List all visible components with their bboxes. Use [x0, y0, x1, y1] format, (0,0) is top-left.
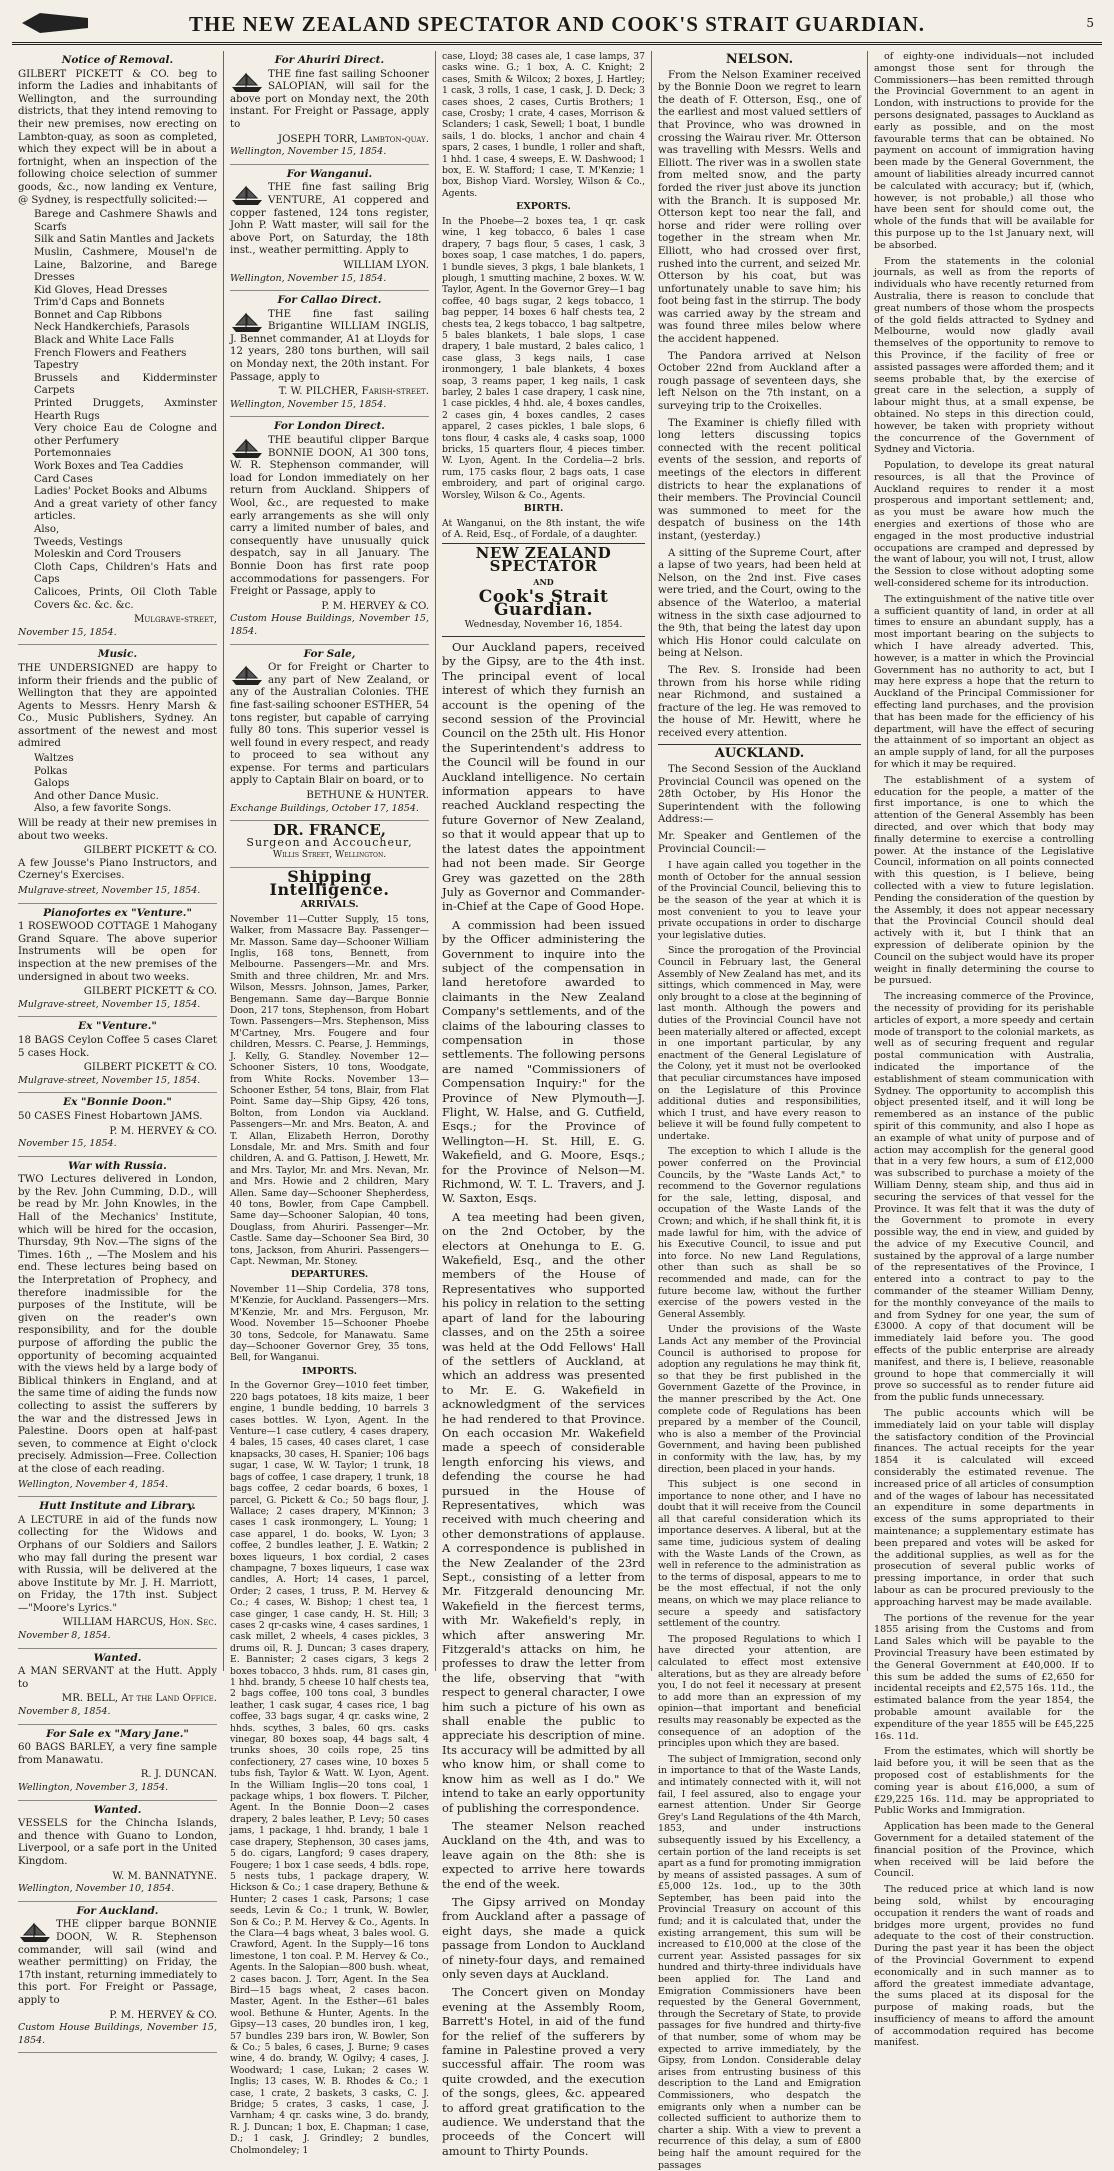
advert-date: Wellington, November 15, 1854. — [230, 146, 387, 158]
advert — [230, 645, 429, 822]
list-item: Brussels and Kidderminster Carpets — [34, 372, 217, 397]
advert — [18, 1157, 217, 1497]
advert-signature: JOSEPH TORR, Lambton-quay. — [278, 133, 429, 145]
advert-signature: Mulgrave-street, — [133, 614, 217, 626]
list-item: Portemonnaies — [34, 448, 112, 460]
column-1 — [12, 51, 224, 2046]
advert-signature: W. M. BANNATYNE. — [112, 1870, 217, 1882]
advert-signature: WILLIAM HARCUS, Hon. Sec. — [62, 1617, 217, 1629]
advert — [18, 1093, 217, 1156]
advert-heading: For Ahuriri Direct. — [274, 54, 385, 66]
list-item: French Flowers and Feathers — [34, 347, 187, 359]
advert-body: 50 CASES Finest Hobartown JAMS. — [18, 1110, 203, 1122]
column-2 — [224, 51, 436, 2156]
list-item: Work Boxes and Tea Caddies — [34, 461, 184, 472]
birth-notice: At Wanganui, on the 8th instant, the wife of A. Reid, Esq., of Fordale, of a daughter. — [442, 517, 645, 541]
address-paragraph: Population, to develope its great natural resources, is all that the Province of Auckland requires to render it a most prosperous and important settlement; and, as you must be aware how much the energies and exertions of those who are engaged in the most productive industrial occupations are cramped and depressed by the want of labour, you will not, I trust, allow the Session to close without adopting some well-considered scheme for its introduction. — [874, 460, 1094, 590]
address-paragraph: Since the prorogation of the Provincial Council in February last, the General Assembly of New Zealand has met, and its sittings, which commenced in May, were only brought to a close at the beginning of last month. Although the powers and duties of the Provincial Council have not been materially altered or affected, except in one important particular, by any enactment of the General Legislature of the Colony, yet it must not be overlooked that peculiar circumstances have imposed on the Legislature of this Province additional duties and responsibilities, which I trust, and have every reason to believe it will be found fully competent to undertake. — [658, 945, 861, 1142]
address-paragraph: This subject is one second in importance to none other, and I have no doubt that it will receive from the Council all that careful consideration which its importance deserves. A liberal, but at the same time, judicious system of dealing with the Waste Lands of the Crown, as well in reference to the administration as to the terms of disposal, appears to me to be the most effectual, if not the only means, on which we may place reliance to secure a speedy and satisfactory settlement of the country. — [658, 1479, 861, 1630]
address-paragraph: From the statements in the colonial journals, as well as from the reports of individuals who have recently returned from Australia, there is reason to conclude that great numbers of those whom the prospects of the gold fields attracted to Sydney and Melbourne, would now gladly avail themselves of the opportunity to remove to this Province, if the facility of free or assisted passages were afforded them; and it seems probable that, by the exercise of great care in the selection, a supply of labour might thus, at a small expense, be obtained. No steps in this direction could, however, be taken with propriety without the concurrence of the Government of Sydney and Victoria. — [874, 255, 1094, 456]
nelson-heading: NELSON. — [725, 52, 794, 67]
auckland-heading: AUCKLAND. — [714, 746, 805, 762]
list-item: Cloth Caps, Children's Hats and Caps — [34, 561, 217, 586]
address-salutation: Mr. Speaker and Gentlemen of the Provincial Council:— — [658, 831, 861, 855]
address-paragraph: The reduced price at which land is now being sold, whilst by encouraging occupation it renders the want of roads and bridges more urgent, provides no fund adequate to the cost of their construction. During the past year it has been the object of the Provincial Government to expend economically and in such manner as to afford the greatest immediate advantage, the sums placed at its disposal for the purpose of making roads, but the insufficiency of means to afford the amount of accommodation required has become manifest. — [874, 1884, 1094, 2049]
list-item: Black and White Lace Falls — [34, 335, 174, 347]
column-5 — [868, 51, 1100, 2049]
advert-item-list — [34, 209, 217, 612]
advert-item-list — [34, 753, 217, 816]
advert-signature: BETHUNE & HUNTER. — [306, 790, 429, 802]
advert-signature: P. M. HERVEY & CO. — [321, 600, 429, 612]
ship-icon — [230, 437, 264, 459]
advert-date: Wellington, November 15, 1854. — [230, 398, 387, 410]
list-item: And other Dance Music. — [34, 790, 159, 802]
editorial-paragraph: The steamer Nelson reached Auckland on the 4th, and was to leave again on the 8th: she is expected to arrive here towards the end of the week. — [442, 1818, 645, 1891]
address-paragraph: I have again called you together in the month of October for the annual session of the Provincial Council, believing this to be the season of the year at which it is most convenient to you to leave your private occupations in order to discharge your legislative duties. — [658, 860, 861, 941]
advert-heading: War with Russia. — [68, 1159, 167, 1172]
advert-body: THE UNDERSIGNED are happy to inform their friends and the public of Wellington that they are appointed Agents to Messrs. Henry Marsh & Co., Music Publishers, Sydney. An assortment of the newest and most admired — [18, 662, 217, 750]
masthead-title: THE NEW ZEALAND SPECTATOR AND COOK'S STRAIT GUARDIAN. — [188, 11, 926, 36]
advert-date: November 15, 1854. — [18, 626, 117, 638]
advert-date: Exchange Buildings, October 17, 1854. — [230, 802, 419, 814]
advert-body: VESSELS for the Chincha Islands, and thence with Guano to London, Liverpool, or a safe port in the United Kingdom. — [18, 1818, 217, 1867]
paper-title-and: AND — [533, 576, 554, 587]
advert-heading: Pianofortes ex "Venture." — [43, 906, 192, 919]
list-item: Printed Druggets, Axminster Hearth Rugs — [34, 398, 217, 422]
imports-continued: case, Lloyd; 38 cases ale, 1 case lamps, 37 casks wine. G.; 1 box, A. C. Knight; 2 cases, Smith & Wilcox; 2 boxes, J. Hartley; 1 cask, 3 rolls, 1 case, 1 cask, J. D. Deck; 3 cases shoes, 2 cases, Curtis Brothers; 1 case, Crosby; 1 crate, 4 cases, Morrison & Sclanders; 1 cask, Sewell; 1 boat, 1 bundle sails, 1 do. blocks, 1 anchor and chain 4 spars, 2 cases, 1 bundle, 1 roller and shaft, 1 hhd. 1 case, 4 sweeps, E. W. Dashwood; 1 box, E. W. Stafford; 1 case, T. M'Kenzie; 1 box, Bishop Viard. Worsley, Wilson & Co., Agents. — [442, 51, 645, 199]
advert-date: Mulgrave-street, November 15, 1854. — [18, 885, 201, 896]
address-paragraph: The exception to which I allude is the power conferred on the Provincial Councils, by the "Waste Lands Act," to recommend to the Governor regulations for the sale, letting, disposal, and occupation of the Waste Lands of the Crown; and which, if he shall think fit, it is made lawful for him, with the advice of his Executive Council, to issue and put into force. No new Land Regulations, other than such as shall be so recommended and made, can for the future become law, without the further exercise of the powers vested in the General Assembly. — [658, 1146, 861, 1320]
list-item: Tapestry — [34, 360, 79, 372]
advert — [18, 1725, 217, 1801]
advert — [18, 1801, 217, 1902]
advert-body: A LECTURE in aid of the funds now collecting for the Widows and Orphans of our Soldiers and Sailors who may fall during the present war with Russia, will be delivered at the above Institute by Mr. J. H. Marriott, on Friday, the 17th inst. Subject—"Moore's Lyrics." — [18, 1514, 217, 1614]
list-item: Galops — [34, 778, 70, 790]
masthead — [12, 6, 1102, 45]
departures-heading: DEPARTURES. — [290, 1269, 369, 1281]
address-paragraph: The public accounts which will be immediately laid on your table will display the satisfactory condition of the Provincial finances. The actual receipts for the year 1854 it is calculated will exceed considerably the estimated revenue. The increased price of all articles of consumption and of the wages of labour has necessitated an expenditure in some departments in excess of the sums appropriated to their maintenance; a supplementary estimate has been prepared and votes will be asked for the additional supplies, as well as for the prosecution of several public works of pressing importance, in order that such labour as can be procured previously to the approaching harvest may be made available. — [874, 1408, 1094, 1608]
list-item: Also, — [34, 523, 60, 535]
advert-date: Mulgrave-street, November 15, 1854. — [18, 998, 201, 1010]
advert-heading: For London Direct. — [274, 420, 385, 433]
advert-signature: MR. BELL, At the Land Office. — [61, 1693, 217, 1705]
nelson-paragraph: The Examiner is chiefly filled with long letters discussing topics connected with the recent political events of the session, and reports of meetings of the electors in different districts to hear the explanations of their members. The Provincial Council was summoned to meet for the despatch of business on the 14th instant, (yesterday.) — [658, 417, 861, 542]
advert-signature: GILBERT PICKETT & CO. — [83, 986, 217, 998]
advert — [18, 1017, 217, 1093]
address-paragraph: The portions of the revenue for the year 1855 arising from the Customs and from Land Sales which will be payable to the Provincial Treasury have been estimated by the General Government at £40,000. If to this sum be added the sums of £2,650 for incidental receipts and £2,575 16s. 11d., the estimated balance from the year 1854, the probable amount available for the expenditure of the year 1855 will be £45,225 16s. 11d. — [874, 1612, 1094, 1742]
list-item: Moleskin and Cord Trousers — [34, 549, 181, 561]
advert-extra2: A few Jousse's Piano Instructors, and Czerney's Exercises. — [18, 857, 217, 882]
ship-icon — [18, 1921, 52, 1943]
list-item: Very choice Eau de Cologne and other Perfumery — [34, 423, 217, 447]
list-item: Polkas — [34, 765, 68, 777]
advert-body: THE clipper barque BONNIE DOON, W. R. Stephenson commander, will sail (wind and weather permitting) on Friday, the 17th instant, returning immediately to this port. For Freight or Passage, apply to — [18, 1919, 217, 2006]
advert-date: Wellington, November 3, 1854. — [18, 1782, 169, 1793]
ship-icon — [230, 311, 264, 333]
advert-body: THE fine fast sailing Schooner SALOPIAN, will sail for the above port on Monday next, the 20th instant. For Freight or Passage, apply to — [230, 68, 429, 130]
nelson-paragraph: From the Nelson Examiner received by the Bonnie Doon we regret to learn the death of F. Otterson, Esq., one of the earliest and most valued settlers of that Province, who was drowned in crossing the Wairau river. Mr. Otterson was travelling with Messrs. Wells and Elliott. The river was in a swollen state from melted snow, and the party forded the river just above its junction with the Branch. It is supposed Mr. Otterson kept too near the fall, and horse and rider were rolling over together in the stream when Mr. Elliott, who had crossed over first, rushed into the current, and seized Mr. Otterson by his coat, but was unfortunately unable to save him; his foot being fast in the stirrup. The body was carried away by the stream and was found three miles below where the accident happened. — [658, 69, 861, 346]
advert — [18, 51, 217, 645]
advert-heading: Ex "Bonnie Doon." — [63, 1096, 172, 1109]
exports-heading: EXPORTS. — [516, 201, 571, 213]
address-paragraph: Under the provisions of the Waste Lands Act any member of the Provincial Council is authorised to propose for adoption any regulations he may think fit, so that they be first published in the Government Gazette of the Province, in the manner prescribed by the Act. One complete code of Regulations has been prepared by a member of the Council, who is also a member of the Provincial Government, and having been published in conformity with the law, has, by my direction, been placed in your hands. — [658, 1324, 861, 1475]
address-paragraph: The increasing commerce of the Province, the necessity of providing for its perishable articles of export, a more speedy and certain mode of transport to the colonial markets, as well as of securing frequent and regular postal communication with Australia, indicated the importance of the establishment of steam communication with Sydney. The opportunity to accomplish this object presented itself, and it will long be remembered as an instance of the public spirit of this community, and also I hope as an example of what unity of purpose and of action may accomplish for the general good that in a very few hours, a sum of £12,000 was subscribed to purchase a moiety of the William Denny, steam ship, and thus aid in securing the services of that vessel for the Province. It was felt that it was the duty of the Government to promote in every possible way, the end in view, and guided by the advice of my Executive Council, and sustained by the approval of a large number of the representatives of the Province, I entered into a contract to pay to the commander of the steamer William Denny, for the monthly conveyance of the mails to and from Sydney for one year, the sum of £3000. A copy of that document will be immediately laid before you. The good effects of the public enterprise are already manifest, and there is, I believe, reasonable ground to hope that commercially it will prove so successful as to render future aid from the public funds unnecessary. — [874, 991, 1094, 1404]
advert-date: Mulgrave-street, November 15, 1854. — [18, 1074, 201, 1086]
column-3 — [436, 51, 652, 2158]
advert-heading: Notice of Removal. — [61, 54, 174, 66]
advert-signature: GILBERT PICKETT & CO. — [83, 1062, 217, 1074]
address-paragraph: From the estimates, which will shortly be laid before you, it will be seen that as the proposed cost of establishments for the coming year is about £16,000, a sum of £29,225 16s. 11d. may be appropriated to Public Works and Immigration. — [874, 1746, 1094, 1817]
advert-heading: For Wanganui. — [286, 167, 373, 180]
list-item: Tweeds, Vestings — [34, 536, 123, 548]
advert-heading: Hutt Institute and Library. — [39, 1500, 196, 1513]
advert-body: A MAN SERVANT at the Hutt. Apply to — [18, 1666, 217, 1690]
paper-dateline: Wednesday, November 16, 1854. — [464, 619, 623, 631]
advert-signature: WILLIAM LYON. — [343, 259, 429, 271]
page-number: 5 — [1086, 16, 1094, 30]
imports-heading: IMPORTS. — [301, 1365, 357, 1377]
advert — [18, 1497, 217, 1649]
arrivals-list: November 11—Cutter Supply, 15 tons, Walker, from Massacre Bay. Passenger—Mr. Masson. Same day—Schooner William Inglis, 168 tons, Bennett, from Melbourne. Passengers—Mr. and Mrs. Smith and three children, Mr. and Mrs. Wilson, Messrs. Johnson, James, Parker, Bengemann. Same day—Barque Bonnie Doon, 217 tons, Stephenson, from Hobart Town. Passengers—Mrs. Stephenson, Miss M'Cartney, Mrs. Fougere and four children, Messrs. C. Pearse, J. Hemmings, J. Kelly, G. Standley. November 12—Schooner Sisters, 10 tons, Woodgate, from White Rocks. November 13—Schooner Esther, 54 tons, Blair, from Flat Point. Same day—Ship Gipsy, 426 tons, Bolton, from London via Auckland. Passengers—Mr. and Mrs. Beaton, A. and T. Allan, Elizabeth Herron, Dorothy Lonsdale, Mr. and Mrs. Smith and four children, A. and G. Pattison, J. Hewett, Mr. and Mrs. Taylor, Mr. and Mrs. Nevan, Mr. and Mrs. Howie and 2 children, Mary Allen. Same day—Schooner Shepherdess, 40 tons, Bowler, from Cape Campbell. Same day—Schooner Salopian, 40 tons, Douglass, from Ahuriri. Passenger—Mr. Castle. Same day—Schooner Sea Bird, 30 tons, Jackson, from Ahuriri. Passengers—Capt. Newman, Mr. Stoney. — [230, 913, 429, 1267]
advert-heading: Wanted. — [93, 1651, 142, 1664]
birth-heading: BIRTH. — [523, 503, 564, 515]
advert — [18, 1649, 217, 1725]
advert-body: GILBERT PICKETT & CO. beg to inform the Ladies and inhabitants of Wellington, and the surrounding districts, that they intend removing to their new premises, now erecting on Lambton-quay, as soon as completed, which they expect will be in about a fortnight, when an inspection of the following choice selection of summer goods, &c., now landing ex Venture, @ Sydney, is respectfully solicited:— — [18, 68, 217, 206]
nelson-paragraph: A sitting of the Supreme Court, after a lapse of two years, had been held at Nelson, on the 2nd inst. Five cases were tried, and the Court, owing to the absence of the Waterloo, a material witness in the sixth case adjourned to the 9th, that being the latest day upon which His Honor could calculate on being at Nelson. — [658, 547, 861, 660]
address-paragraph: The extinguishment of the native title over a sufficient quantity of land, in order at all times to ensure an abundant supply, has a most important bearing on the subjects to which I have already adverted. This, however, is a matter in which the Provincial Government has no authority to act, but I may here express a hope that the return to Auckland of the Principal Commissioner for effecting land purchases, and the provision that has been made for the efficiency of his department, will have the effect of securing the attainment of so important an object as an ample supply of land, for all the purposes for which it may be required. — [874, 593, 1094, 771]
advert-date: November 8, 1854. — [18, 1630, 111, 1642]
advert — [18, 645, 217, 903]
advert-date: Custom House Buildings, November 15, 1854. — [18, 2022, 217, 2046]
advert-date: Custom House Buildings, November 15, 1854. — [230, 613, 429, 637]
paper-title-line1: NEW ZEALAND SPECTATOR — [475, 544, 612, 576]
advert-signature: P. M. HERVEY & CO. — [109, 2009, 217, 2021]
advert — [18, 904, 217, 1018]
advert-date: Wellington, November 10, 1854. — [18, 1883, 175, 1895]
list-item: And a great variety of other fancy articles. — [34, 498, 217, 523]
ship-icon — [230, 184, 264, 206]
list-item: Ladies' Pocket Books and Albums — [34, 486, 208, 498]
auckland-intro: The Second Session of the Auckland Provincial Council was opened on the 28th October, by His Honor the Superintendent with the following Address:— — [658, 764, 861, 826]
advert-heading: Music. — [97, 648, 138, 661]
advert-extra: Will be ready at their new premises in about two weeks. — [18, 818, 217, 842]
advert — [18, 1902, 217, 2054]
editorial-paragraph: The Concert given on Monday evening at the Assembly Room, Barrett's Hotel, in aid of the fund for the relief of the sufferers by famine in Palestine proved a very successful affair. The room was quite crowded, and the execution of the songs, glees, &c. appeared to afford great gratification to the audience. We understand that the proceeds of the Concert will amount to Thirty Pounds. — [442, 1985, 645, 2158]
address-paragraph: Application has been made to the General Government for a detailed statement of the financial position of the Province, which when received will be laid before the Council. — [874, 1821, 1094, 1880]
advert-dr-france — [230, 821, 429, 868]
nelson-paragraph: The Rev. S. Ironside had been thrown from his horse while riding near Richmond, and sustained a fracture of the leg. He was removed to the house of Mr. Hewitt, where he received every attention. — [658, 664, 861, 739]
editorial-paragraph: A tea meeting had been given, on the 2nd October, by the electors at Onehunga to E. G. Wakefield, Esq., and the other members of the House of Representatives who supported his policy in relation to the setting apart of land for the labouring classes, and on the 25th a soiree was held at the Odd Fellows' Hall of the settlers of Auckland, at which an address was presented to Mr. E. G. Wakefield in acknowledgment of the services he had rendered to that Province. On each occasion Mr. Wakefield made a speech of considerable length enforcing his views, and defending the course he had pursued in the House of Representatives, which was received with much cheering and other demonstrations of applause. A correspondence is published in the New Zealander of the 23rd Sept., consisting of a letter from Mr. Fitzgerald denouncing Mr. Wakefield in the fiercest terms, with Mr. Wakefield's reply, in which after answering Mr. Fitzgerald's attacks on him, he professes to draw the letter from the life, observing that "with respect to general character, I owe him such a picture of his own as shall enable the public to appreciate his description of mine. Its accuracy will be admitted by all who know him, or shall come to know him as well as I do." We intend to take an early opportunity of publishing the correspondence. — [442, 1209, 645, 1815]
advert-signature: P. M. HERVEY & CO. — [109, 1125, 217, 1137]
advert — [230, 51, 429, 165]
advert-body: Or for Freight or Charter to any part of New Zealand, or any of the Australian Colonies. THE fine fast-sailing schooner ESTHER, 54 tons register, but capable of carrying fully 80 tons. This superior vessel is well found in every respect, and ready to proceed to sea without any expense. For terms and particulars apply to Captain Blair on board, or to — [230, 662, 429, 787]
list-item: Card Cases — [34, 473, 93, 485]
list-item: Kid Gloves, Head Dresses — [34, 284, 168, 296]
shipping-intelligence-title: Shipping Intelligence. — [269, 867, 390, 899]
list-item: Trim'd Caps and Bonnets — [34, 297, 165, 309]
advert-body: THE fine fast sailing Brig VENTURE, A1 coppered and copper fastened, 124 tons register, John P. Watt master, will sail for the above Port, on Saturday, the 18th inst., weather permitting. Apply to — [230, 182, 429, 257]
advert — [230, 165, 429, 291]
ship-icon — [230, 664, 264, 686]
advert-date: Wellington, November 15, 1854. — [230, 272, 387, 284]
editorial-paragraph: Our Auckland papers, received by the Gipsy, are to the 4th inst. The principal event of local interest of which they furnish an account is the opening of the second session of the Provincial Council on the 25th ult. His Honor the Superintendent's address to the Council will be found in our Auckland intelligence. No certain information appears to have reached Auckland respecting the future Governor of New Zealand, so that it would appear that up to the latest dates the appointment had not been made. Sir George Grey was gazetted on the 28th July as Governor and Commander-in-Chief at the Cape of Good Hope. — [442, 640, 645, 914]
editorial-paragraph: A commission had been issued by the Officer administering the Government to inquire into the subject of the compensation in land heretofore awarded to claimants in the New Zealand Company's settlements, and of the claims of the labouring classes to compensation in those settlements. The following persons are named "Commissioners of Compensation Inquiry:" for the Province of New Plymouth—J. Flight, W. Halse, and G. Cutfield, Esqs.; for the Province of Wellington—H. St. Hill, E. G. Wakefield, and G. Moore, Esqs.; for the Province of Nelson—M. Richmond, W. T. L. Travers, and J. W. Saxton, Esqs. — [442, 917, 645, 1206]
dr-france-name: DR. FRANCE, — [273, 821, 386, 840]
address-paragraph: The proposed Regulations to which I have directed your attention, are calculated to effect most extensive alterations, but as they are already before you, I do not feel it necessary at present to add more than an expression of my opinion—that important and beneficial results may reasonably be expected as the consequence of an adoption of the principles upon which they are based. — [658, 1633, 861, 1750]
paper-title-line2: Cook's Strait Guardian. — [478, 587, 609, 620]
nelson-paragraph: The Pandora arrived at Nelson October 22nd from Auckland after a rough passage of seventeen days, she left Nelson on the 7th instant, on a surveying trip to the Croixelles. — [658, 350, 861, 413]
arrivals-heading: ARRIVALS. — [300, 899, 359, 911]
advert-body: THE beautiful clipper Barque BONNIE DOON, A1 300 tons, W. R. Stephenson commander, will load for London immediately on her return from Auckland. Shippers of Wool, &c., are requested to make early arrangements as she will only carry a limited number of bales, and consequently have unusually quick despatch, say in all January. The Bonnie Doon has first rate poop accommodations for passengers. For Freight or Passage, apply to — [230, 435, 429, 598]
ship-icon — [230, 71, 264, 93]
address-paragraph: of eighty-one individuals—not included amongst those sent for through the Commissioners—has been remitted through the Provincial Government to an agent in London, with instructions to provide for the persons designated, passages to Auckland as early as possible, and on the most favourable terms that can be obtained. No payment on account of immigration having been made by the General Government, the amount of liabilities already incurred cannot be calculated with accuracy; but if, (which, however, is not probable,) all those who have been sent for should come out, the whole of the funds that will be available for this purpose up to the 1st January next, will be absorbed. — [874, 51, 1094, 251]
advert-heading: For Sale ex "Mary Jane." — [46, 1727, 189, 1740]
editorial-paragraph: The Gipsy arrived on Monday from Auckland after a passage of eight days, she made a quick passage from London to Auckland of ninety-four days, and remained only seven days at Auckland. — [442, 1894, 645, 1981]
advert — [230, 291, 429, 417]
list-item: Waltzes — [34, 753, 74, 765]
advert-date: November 8, 1854. — [18, 1706, 111, 1718]
advert — [230, 417, 429, 644]
advert-body: 18 BAGS Ceylon Coffee 5 cases Claret 5 cases Hock. — [18, 1034, 217, 1059]
advert-signature: T. W. PILCHER, Farish-street. — [278, 386, 429, 398]
imports-list: In the Governor Grey—1010 feet timber, 220 bags potatoes, 18 kits maize, 1 beer engine, 1 bundle bedding, 10 barrels 3 cases bottles. W. Lyon, Agent. In the Venture—1 case cutlery, 4 cases drapery, 4 bales, 15 cases, 40 cases claret, 1 case knapsacks, 30 cases, H. Spanier; 106 bags sugar, 1 case, W. W. Taylor; 1 trunk, 18 bags of coffee, 1 case drapery, 1 trunk, 18 bags coffee, 2 cedar boards, 6 boxes, 1 parcel, G. Pickett & Co.; 50 bags flour, J. Wallace; 2 cases drapery, M'Kinnon; 3 cases 1 cask ironmongery, L. Young; 1 case apparel, 1 do. books, W. Lyon; 3 coffee, 2 bundles leather, J. E. Watkin; 2 boxes liqueurs, 1 box cordial, 2 cases champagne, 7 boxes liqueurs, 1 case wax candles, A. Hort; 14 cases, 1 parcel, Order; 2 cases, 1 truss, P. M. Hervey & Co.; 4 cases, W. Bishop; 1 chest tea, 1 case ginger, 1 case candy, H. St. Hill; 3 cases 2 qr-casks wine, 4 cases sardines, 1 cask millet, 2 wheels, 4 cases pickles, 3 drums oil, R. J. Duncan; 3 cases drapery, E. Bannister; 2 cases cigars, 3 kegs 2 boxes tobacco, 3 hhds. rum, 81 cases gin, 1 hhd. brandy, 5 cheese 10 half chests tea, 2 bags coffee, 100 tons coal, 3 bundles leather, 1 cask sugar, 4 cases rice, 1 bag coffee, 33 bags sugar, 4 qr. casks wine, 2 hhds. scythes, 3 bales, 60 qrs. casks vinegar, 80 boxes soap, 44 bags salt, 4 trunks shoes, 30 coils rope, 25 tins confectionery, 27 cases wine, 10 boxes 5 tubs fish, Taylor & Watt. W. Lyon, Agent. In the William Inglis—20 tons coal, 1 package whips, 1 box flowers. T. Pilcher, Agent. In the Bonnie Doon—2 cases drapery, 2 bales leather, P. Levy; 50 cases jams, 1 package, 1 hhd. brandy, 1 bale 1 case drapery, Stephenson, 30 cases jams, 5 do. cigars, Langford; 9 cases drapery, Fougere; 1 box 1 case seeds, 4 bdls. rope, 5 nests tubs, 1 package drapery, W. Hickson & Co.; 1 case drapery, Bethune & Hunter; 2 cases 1 cask, Parsons; 1 case seeds, Levin & Co.; 1 trunk, W. Bowler, Son & Co.; P. M. Hervey & Co., Agents. In the Clara—4 bags wheat, 3 bales wool. G. Crawford, Agent. In the Supply—16 tons limestone, 1 ton coal. P. M. Hervey & Co., Agents. In the Salopian—800 bush. wheat, 2 cases bacon. J. Torr, Agent. In the Sea Bird—15 bags wheat, 2 cases bacon. Master, Agent. In the Esther—61 bales wool. Bethune & Hunter, Agents. In the Gipsy—13 cases, 20 bundles iron, 1 keg, 57 bundles 239 bars iron, W. Bowler, Son & Co.; 5 bales, 6 cases, J. Burne; 9 cases wine, 4 do. brandy, W. Ogilvy; 4 cases, J. Woodward; 1 case, Lukan; 2 cases W. Inglis; 13 cases, W. B. Rhodes & Co.; 1 case, 1 crate, 2 baskets, 3 casks, C. J. Bridge; 5 crates, 3 casks, 1 case, J. Varnham; 4 qr. casks wine, 3 do. brandy, R. J. Duncan; 1 box, E. Chapman; 1 case, D.; 1 cask, J. Grindley; 2 bundles, Cholmondeley; 1 — [230, 1380, 429, 2156]
advert-heading: Wanted. — [93, 1803, 142, 1816]
list-item: Barege and Cashmere Shawls and Scarfs — [34, 209, 217, 233]
list-item: Neck Handkerchiefs, Parasols — [34, 322, 190, 334]
banner-flourish-icon — [20, 10, 90, 36]
advert-heading: Ex "Venture." — [78, 1020, 157, 1033]
advert-body: 60 BAGS BARLEY, a very fine sample from Manawatu. — [18, 1742, 217, 1766]
advert-body: TWO Lectures delivered in London, by the Rev. John Cumming, D.D., will be read by Mr. John Knowles, in the Hall of the Mechanics' Institute, which will be hired for the occasion, Thursday, 9th Nov.—The signs of the Times. 16th ,, —The Moslem and his end. These lectures being based on the Interpretation of Prophecy, and therefore inadmissible for the purposes of the Institute, will be given on the reader's own responsibility, and for the double purpose of affording the public the opportunity of becoming acquainted with the views held by a large body of Biblical thinkers in England, and at the same time of aiding the funds now collecting to assist the sufferers by the war and the distressed Jews in Palestine. Doors open at half-past seven, to commence at Eight o'clock precisely. Admission—Free. Collection at the close of each reading. — [18, 1174, 217, 1475]
advert-body: THE fine fast sailing Brigantine WILLIAM INGLIS, J. Bennet commander, A1 at Lloyds for 12 years, 280 tons burthen, will sail on Monday next, the 20th instant. For Passage, apply to — [230, 308, 429, 383]
address-paragraph: The subject of Immigration, second only in importance to that of the Waste Lands, and intimately connected with it, will not fail, I feel assured, also to engage your earnest attention. Under Sir George Grey's Land Regulations of the 4th March, 1853, and under instructions subsequently issued by his Excellency, a certain portion of the land receipts is set apart as a fund for promoting immigration by means of assisted passages. A sum of £5,000 12s. 1od., up to the 30th September, has been paid into the Provincial Treasury on account of this fund; and it is calculated that, under the existing arrangement, this sum will be increased to £10,000 at the close of the current year. Assisted passages for six hundred and thirty-three individuals have been applied for. The Land and Emigration Commissioners have been requested by the General Government, through the Secretary of State, to provide passages for five hundred and thirty-five of that number, some of whom may be expected to arrive immediately, by the Gipsy, from London. Considerable delay arises from entrusting business of this description to the Land and Emigration Commissioners, who despatch the emigrants only when a number can be collected sufficient to authorize them to charter a ship. With a view to prevent a recurrence of this delay, a sum of £800 being half the amount required for the passages — [658, 1753, 861, 2171]
list-item: Muslin, Cashmere, Mousel'n de Laine, Balzorine, and Barege Dresses — [34, 246, 217, 284]
advert-signature: R. J. DUNCAN. — [140, 1769, 217, 1781]
column-4 — [652, 51, 868, 2171]
list-item: Calicoes, Prints, Oil Cloth Table Covers &c. &c. &c. — [34, 586, 217, 611]
advert-date: November 15, 1854. — [18, 1138, 117, 1150]
advert-heading: For Auckland. — [76, 1904, 159, 1917]
list-item: Silk and Satin Mantles and Jackets — [34, 234, 215, 246]
advert-heading: For Sale, — [303, 647, 356, 660]
advert-signature: GILBERT PICKETT & CO. — [83, 845, 217, 857]
departures-list: November 11—Ship Cordelia, 378 tons, M'Kenzie, for Auckland. Passengers—Mrs. M'Kenzie, Mr. and Mrs. Ferguson, Mr. Wood. November 15—Schooner Phoebe 30 tons, Sedcole, for Manawatu. Same day—Schooner Governor Grey, 35 tons, Bell, for Wanganui. — [230, 1284, 429, 1364]
advert-date: Wellington, November 4, 1854. — [18, 1478, 169, 1490]
address-paragraph: The establishment of a system of education for the people, a matter of the first importance, is one to which the attention of the General Assembly has been directed, and over which that body may finally determine to exercise a controlling power. At the instance of the Legislative Council, information on all points connected with this question, is I believe, being collected with a view to future legislation. Pending the consideration of the question by the Assembly, it does not appear necessary that the Provincial Council should deal actively with it, but I think that an expression of deliberate opinion by the Council on the subject would have its proper weight in finally determining the course to be pursued. — [874, 774, 1094, 987]
advert-heading: For Callao Direct. — [277, 294, 382, 307]
list-item: Bonnet and Cap Ribbons — [34, 309, 163, 321]
exports-list: In the Phoebe—2 boxes tea, 1 qr. cask wine, 1 keg tobacco, 6 bales 1 case drapery, 7 bags flour, 5 cases, 1 cask, 3 boxes soap, 1 case matches, 1 do. papers, 1 bundle sieves, 3 pkgs, 1 bale blankets, 1 plough, 1 smutting machine, 2 boxes. W. W. Taylor, Agent. In the Governor Grey—1 bag coffee, 40 bags sugar, 2 kegs tobacco, 1 bag pepper, 14 boxes 6 half chests tea, 2 chests tea, 2 kegs tobacco, 1 bag saltpetre, 5 bales blankets, 1 bale slops, 1 case drapery, 1 bale mustard, 2 bales calico, 1 case glass, 3 kegs nails, 1 case ironmongery, 1 bale blankets, 4 boxes soap, 3 reams paper, 1 keg nails, 1 cask barley, 2 bales 1 case drapery, 1 cask nine, 1 case pickles, 4 hhd. ale, 4 boxes candles, 2 cases gin, 4 boxes candles, 2 cases apparel, 2 cases pickles, 1 bale slops, 6 tons flour, 4 casks ale, 4 casks soap, 1000 bricks, 15 quarters flour, 4 pieces timber. W. Lyon, Agent. In the Cordelia—2 brls. rum, 175 casks flour, 2 bags oats, 1 case embroidery, and part of original cargo. Worsley, Wilson & Co., Agents. — [442, 215, 645, 501]
advert-body: 1 ROSEWOOD COTTAGE 1 Mahogany Grand Square. The above superior Instruments will be open for inspection at the new premises of the undersigned in about two weeks. — [18, 921, 217, 983]
list-item: Also, a few favorite Songs. — [34, 803, 172, 815]
dr-france-role: Surgeon and Accoucheur, — [246, 835, 413, 849]
dr-france-address: Willis Street, Wellington. — [272, 850, 387, 861]
